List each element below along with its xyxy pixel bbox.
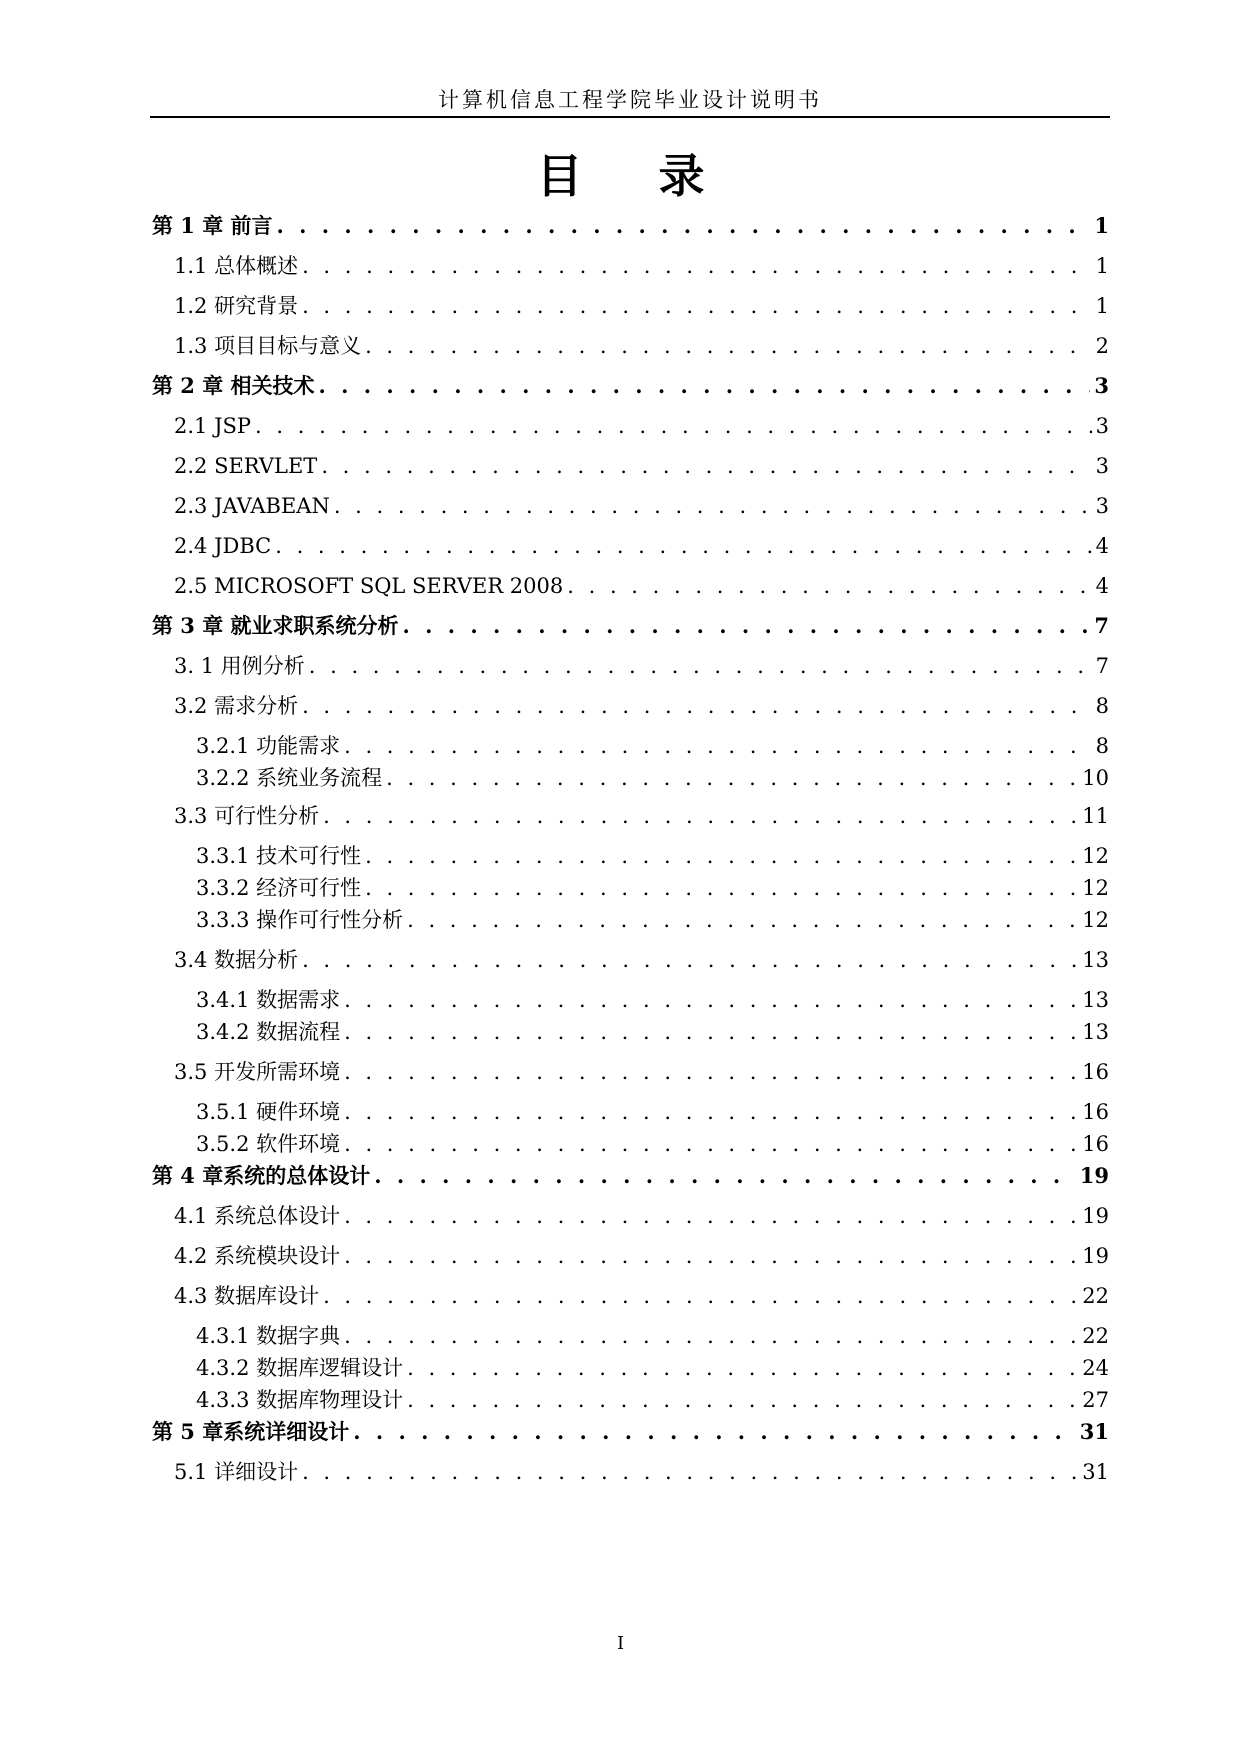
toc-entry-section[interactable] [152,800,1109,832]
toc-leader [344,1056,1078,1088]
toc-entry-subsection[interactable] [152,904,1109,936]
toc-entry-page: 31 [1079,1419,1109,1444]
toc-entry-section[interactable] [152,330,1109,362]
toc-entry-title: 3. 1 用例分析 [174,654,305,678]
toc-entry-page: 16 [1082,1132,1109,1156]
toc-entry-title: 2.1 JSP [174,414,252,438]
toc-entry-page: 24 [1082,1356,1109,1380]
toc-entry-subsection[interactable] [152,872,1109,904]
toc-entry-section[interactable] [152,690,1109,722]
toc-entry-title: 5.1 详细设计 [174,1460,299,1484]
page-number: I [616,1633,625,1654]
toc-leader [323,1280,1078,1312]
toc-leader [302,944,1078,976]
header-rule [150,116,1110,118]
toc-leader [365,872,1078,904]
toc-leader [302,250,1092,282]
toc-entry-title: 3.2 需求分析 [174,694,299,718]
toc-leader [275,530,1091,562]
toc-entry-page: 3 [1095,454,1109,478]
toc-entry-page: 1 [1095,254,1109,278]
toc-entry-section[interactable] [152,530,1109,562]
toc-leader [407,1352,1078,1384]
toc-leader [344,1320,1078,1352]
toc-entry-section[interactable] [152,1056,1109,1088]
toc-entry-title: 3.3 可行性分析 [174,804,320,828]
toc-entry-title: 3.3.2 经济可行性 [196,876,362,900]
toc-entry-title: 第 2 章 相关技术 [152,373,315,398]
toc-entry-subsection[interactable] [152,840,1109,872]
toc-title: 目 录 [536,149,735,203]
toc-entry-page: 3 [1095,494,1109,518]
toc-entry-title: 3.5.1 硬件环境 [196,1100,341,1124]
toc-entry-chapter[interactable] [152,210,1109,242]
toc-entry-section[interactable] [152,944,1109,976]
toc-leader [344,1096,1078,1128]
toc-entry-title: 4.1 系统总体设计 [174,1204,341,1228]
toc-leader [407,1384,1078,1416]
toc-entry-subsection[interactable] [152,1352,1109,1384]
toc-leader [344,1200,1078,1232]
toc-entry-page: 27 [1082,1388,1109,1412]
toc-entry-section[interactable] [152,490,1109,522]
toc-entry-title: 4.3.3 数据库物理设计 [196,1388,404,1412]
toc-entry-page: 1 [1094,213,1109,238]
toc-entry-page: 22 [1082,1284,1109,1308]
toc-entry-page: 7 [1095,654,1109,678]
toc-entry-title: 4.2 系统模块设计 [174,1244,341,1268]
toc-entry-section[interactable] [152,250,1109,282]
toc-entry-section[interactable] [152,450,1109,482]
toc-entry-page: 16 [1082,1100,1109,1124]
toc-entry-title: 3.2.1 功能需求 [196,734,341,758]
toc-entry-page: 3 [1095,414,1109,438]
toc-entry-page: 12 [1082,908,1109,932]
running-header: 计算机信息工程学院毕业设计说明书 [438,88,822,112]
toc-leader [344,1240,1078,1272]
toc-entry-section[interactable] [152,290,1109,322]
toc-leader [365,330,1092,362]
toc-entry-subsection[interactable] [152,1096,1109,1128]
toc-entry-page: 12 [1082,876,1109,900]
toc-leader [302,690,1092,722]
toc-entry-page: 12 [1082,844,1109,868]
toc-entry-title: 第 4 章系统的总体设计 [152,1163,371,1188]
toc-leader [309,650,1092,682]
toc-entry-chapter[interactable] [152,1160,1109,1192]
toc-entry-title: 2.5 MICROSOFT SQL SERVER 2008 [174,574,564,598]
toc-leader [323,800,1078,832]
toc-entry-title: 3.5.2 软件环境 [196,1132,341,1156]
toc-entry-title: 第 1 章 前言 [152,213,273,238]
toc-entry-title: 3.5 开发所需环境 [174,1060,341,1084]
toc-entry-title: 4.3.2 数据库逻辑设计 [196,1356,404,1380]
toc-entry-section[interactable] [152,1456,1109,1488]
toc-entry-title: 4.3.1 数据字典 [196,1324,341,1348]
toc-entry-subsection[interactable] [152,1128,1109,1160]
toc-entry-page: 31 [1082,1460,1109,1484]
toc-entry-title: 3.4.1 数据需求 [196,988,341,1012]
toc-entry-title: 2.4 JDBC [174,534,272,558]
toc-leader [277,210,1091,242]
toc-entry-page: 3 [1094,373,1109,398]
toc-leader [365,840,1078,872]
toc-entry-section[interactable] [152,1200,1109,1232]
toc-entry-subsection[interactable] [152,730,1109,762]
toc-leader [344,1016,1078,1048]
toc-leader [302,290,1092,322]
toc-entry-title: 3.2.2 系统业务流程 [196,766,383,790]
toc-entry-page: 8 [1095,694,1109,718]
toc-entry-title: 4.3 数据库设计 [174,1284,320,1308]
toc-entry-section[interactable] [152,410,1109,442]
toc-leader [319,370,1091,402]
toc-entry-page: 16 [1082,1060,1109,1084]
toc-leader [344,984,1078,1016]
toc-entry-page: 7 [1094,613,1109,638]
toc-entry-chapter[interactable] [152,370,1109,402]
toc-entry-page: 2 [1095,334,1109,358]
toc-entry-title: 1.1 总体概述 [174,254,299,278]
toc-leader [344,1128,1078,1160]
toc-leader [403,610,1091,642]
toc-entry-page: 13 [1082,1020,1109,1044]
toc-entry-subsection[interactable] [152,1016,1109,1048]
toc-leader [407,904,1078,936]
toc-entry-page: 22 [1082,1324,1109,1348]
toc-entry-title: 2.2 SERVLET [174,454,318,478]
toc-entry-page: 19 [1082,1244,1109,1268]
toc-entry-page: 13 [1082,948,1109,972]
toc-leader [334,490,1092,522]
toc-entry-section[interactable] [152,650,1109,682]
toc-entry-title: 3.3.1 技术可行性 [196,844,362,868]
toc-entry-page: 10 [1082,766,1109,790]
toc-leader [386,762,1078,794]
toc-entry-page: 4 [1095,574,1109,598]
toc-leader [344,730,1092,762]
toc-entry-chapter[interactable] [152,1416,1109,1448]
toc-entry-subsection[interactable] [152,1384,1109,1416]
toc-entry-section[interactable] [152,570,1109,602]
toc-entry-title: 3.4 数据分析 [174,948,299,972]
toc-entry-page: 1 [1095,294,1109,318]
toc-leader [321,450,1091,482]
toc-entry-title: 2.3 JAVABEAN [174,494,330,518]
toc-entry-page: 8 [1095,734,1109,758]
toc-entry-page: 11 [1082,804,1109,828]
toc-entry-subsection[interactable] [152,762,1109,794]
toc-leader [353,1416,1076,1448]
toc-leader [302,1456,1078,1488]
toc-entry-subsection[interactable] [152,1320,1109,1352]
toc-entry-section[interactable] [152,1280,1109,1312]
toc-entry-title: 第 3 章 就业求职系统分析 [152,613,399,638]
toc-leader [255,410,1092,442]
toc-entry-title: 1.2 研究背景 [174,294,299,318]
toc-entry-page: 19 [1082,1204,1109,1228]
toc-entry-subsection[interactable] [152,984,1109,1016]
toc-entry-title: 3.3.3 操作可行性分析 [196,908,404,932]
toc-entry-page: 13 [1082,988,1109,1012]
toc-leader [567,570,1091,602]
toc-entry-chapter[interactable] [152,610,1109,642]
toc-entry-title: 第 5 章系统详细设计 [152,1419,350,1444]
toc-entry-title: 3.4.2 数据流程 [196,1020,341,1044]
toc-entry-page: 4 [1095,534,1109,558]
toc-entry-page: 19 [1079,1163,1109,1188]
toc-entry-title: 1.3 项目目标与意义 [174,334,362,358]
toc-leader [374,1160,1076,1192]
toc-entry-section[interactable] [152,1240,1109,1272]
